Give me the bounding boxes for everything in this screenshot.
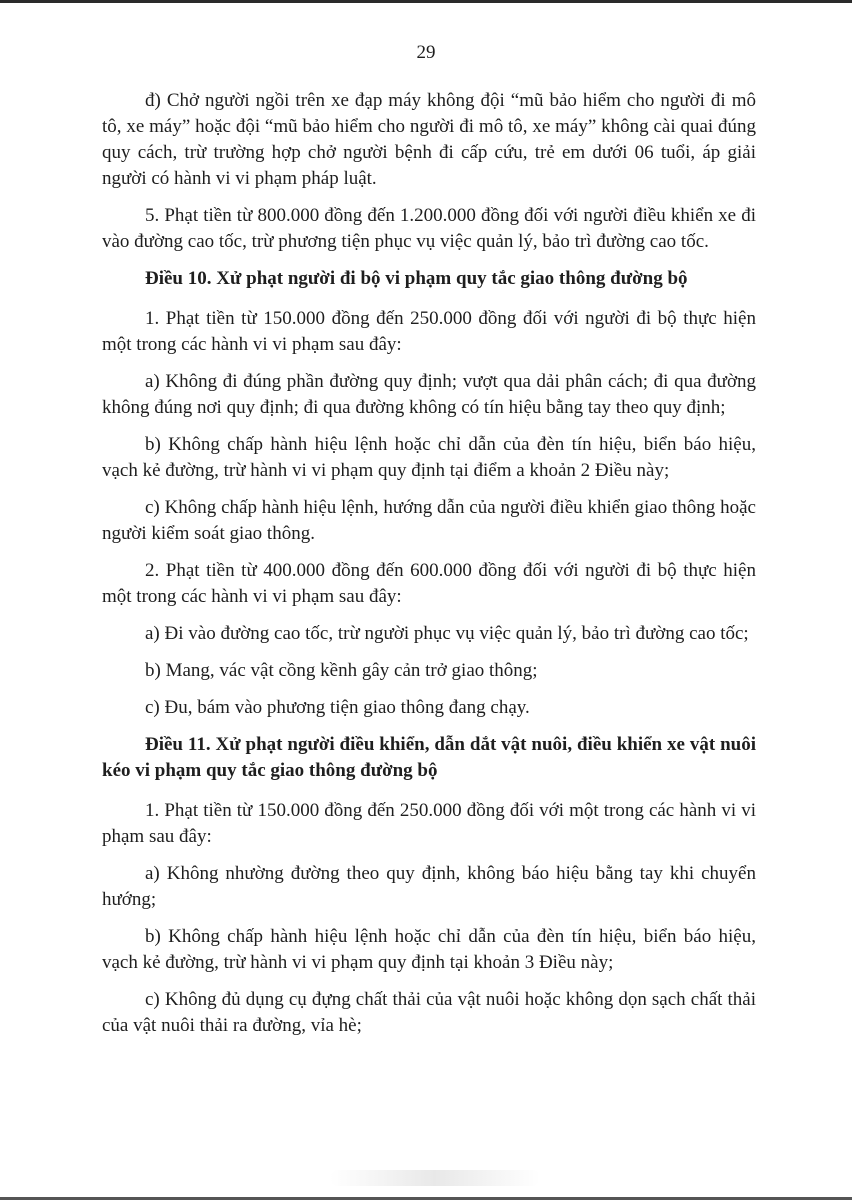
paragraph-a10-2-point-a: a) Đi vào đường cao tốc, trừ người phục vụ việc quản lý, bảo trì đường cao tốc; <box>145 623 749 644</box>
article-11-heading: Điều 11. Xử phạt người điều khiển, dẫn dắt vật nuôi, điều khiển xe vật nuôi kéo vi phạm quy tắc giao thông đường bộ <box>102 734 756 781</box>
paragraph-a10-2-point-b: b) Mang, vác vật cồng kềnh gây cản trở giao thông; <box>145 660 538 681</box>
paragraph-a11-1-point-a: a) Không nhường đường theo quy định, không báo hiệu bằng tay khi chuyển hướng; <box>102 863 756 910</box>
paragraph-a11-1-point-c: c) Không đủ dụng cụ đựng chất thải của vật nuôi hoặc không dọn sạch chất thải của vật nuôi thải ra đường, vỉa hè; <box>102 989 756 1036</box>
paragraph-a10-1-point-a: a) Không đi đúng phần đường quy định; vượt qua dải phân cách; đi qua đường không đúng nơi quy định; đi qua đường không có tín hiệu bằng tay theo quy định; <box>102 371 756 418</box>
paragraph-point-dd: đ) Chở người ngồi trên xe đạp máy không đội “mũ bảo hiểm cho người đi mô tô, xe máy” hoặc đội “mũ bảo hiểm cho người đi mô tô, xe máy” không cài quai đúng quy cách, trừ trường hợp chở người bệnh đi cấp cứu, trẻ em dưới 06 tuổi, áp giải người có hành vi vi phạm pháp luật. <box>102 90 756 189</box>
paragraph-a10-clause-1: 1. Phạt tiền từ 150.000 đồng đến 250.000 đồng đối với người đi bộ thực hiện một trong các hành vi vi phạm sau đây: <box>102 308 756 355</box>
paragraph-a10-2-point-c: c) Đu, bám vào phương tiện giao thông đang chạy. <box>145 697 530 718</box>
paragraph-a11-clause-1: 1. Phạt tiền từ 150.000 đồng đến 250.000 đồng đối với một trong các hành vi vi phạm sau đây: <box>102 800 756 847</box>
article-10-heading: Điều 10. Xử phạt người đi bộ vi phạm quy tắc giao thông đường bộ <box>145 268 688 289</box>
scan-bleed-through-mark <box>330 1170 540 1186</box>
paragraph-a11-1-point-b: b) Không chấp hành hiệu lệnh hoặc chỉ dẫn của đèn tín hiệu, biển báo hiệu, vạch kẻ đường, trừ hành vi vi phạm quy định tại khoản 3 Điều này; <box>102 926 756 973</box>
document-body <box>102 88 756 1050</box>
paragraph-clause-5: 5. Phạt tiền từ 800.000 đồng đến 1.200.000 đồng đối với người điều khiển xe đi vào đường cao tốc, trừ phương tiện phục vụ việc quản lý, bảo trì đường cao tốc. <box>102 205 756 252</box>
paragraph-a10-1-point-b: b) Không chấp hành hiệu lệnh hoặc chỉ dẫn của đèn tín hiệu, biển báo hiệu, vạch kẻ đường, trừ hành vi vi phạm quy định tại điểm a khoản 2 Điều này; <box>102 434 756 481</box>
paragraph-a10-1-point-c: c) Không chấp hành hiệu lệnh, hướng dẫn của người điều khiển giao thông hoặc người kiểm soát giao thông. <box>102 497 756 544</box>
paragraph-a10-clause-2: 2. Phạt tiền từ 400.000 đồng đến 600.000 đồng đối với người đi bộ thực hiện một trong các hành vi vi phạm sau đây: <box>102 560 756 607</box>
page-number: 29 <box>416 42 436 63</box>
scan-top-border <box>0 0 852 3</box>
